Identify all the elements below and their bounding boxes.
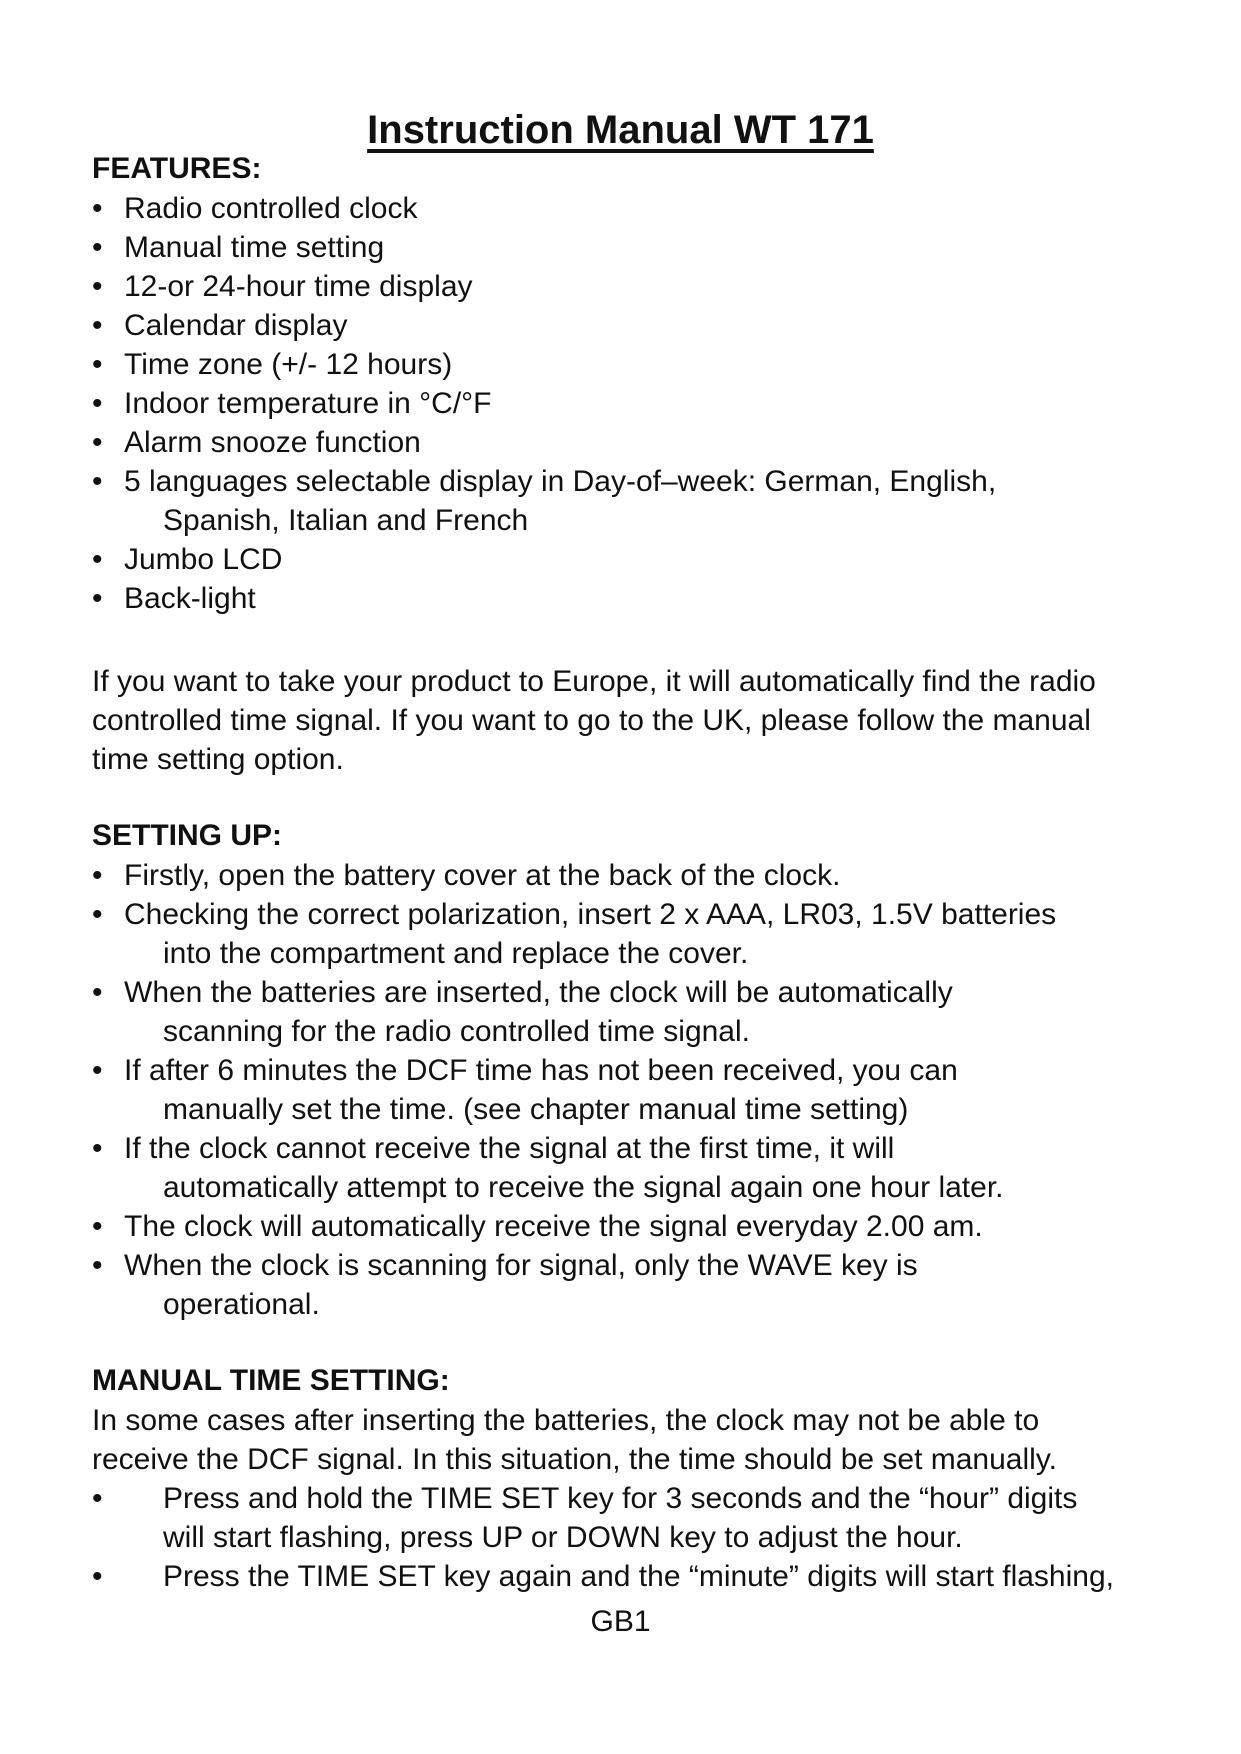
bullet-icon: • xyxy=(92,270,103,303)
bullet-icon: • xyxy=(92,348,103,381)
bullet-icon: • xyxy=(92,309,103,342)
bullet-icon: • xyxy=(92,1210,103,1243)
bullet-icon: • xyxy=(92,387,103,420)
list-item: • Back-light xyxy=(92,579,996,618)
intro-paragraph: If you want to take your product to Europe, it will automatically find the radio controlled time signal. If you want to go to the UK, please follow the manual time setting option. xyxy=(92,665,1096,776)
list-item: • Jumbo LCD xyxy=(92,540,996,579)
list-item: • Radio controlled clock xyxy=(92,189,996,228)
bullet-icon: • xyxy=(92,898,103,931)
page-number: GB1 xyxy=(590,1605,651,1638)
features-heading: FEATURES: xyxy=(92,152,262,185)
list-item: • Time zone (+/- 12 hours) xyxy=(92,345,996,384)
manual-time-heading: MANUAL TIME SETTING: xyxy=(92,1364,450,1397)
manual-time-intro: In some cases after inserting the batteries, the clock may not be able to receive the DCF signal. In this situation, the time should be set manually. xyxy=(92,1404,1057,1476)
bullet-icon: • xyxy=(92,582,103,615)
features-list xyxy=(92,189,996,618)
manual-time-list xyxy=(92,1479,1114,1596)
list-item: • 5 languages selectable display in Day-of–week: German, English, Spanish, Italian and French xyxy=(92,462,996,540)
list-item: • Press and hold the TIME SET key for 3 seconds and the “hour” digits will start flashing, press UP or DOWN key to adjust the hour. xyxy=(92,1479,1114,1557)
bullet-icon: • xyxy=(92,1054,103,1087)
setting-up-heading: SETTING UP: xyxy=(92,819,283,852)
bullet-icon: • xyxy=(92,1560,103,1593)
list-item: • Calendar display xyxy=(92,306,996,345)
bullet-icon: • xyxy=(92,231,103,264)
list-item: • If the clock cannot receive the signal at the first time, it will automatically attempt to receive the signal again one hour later. xyxy=(92,1129,1056,1207)
bullet-icon: • xyxy=(92,859,103,892)
list-item: • Indoor temperature in °C/°F xyxy=(92,384,996,423)
bullet-icon: • xyxy=(92,1482,103,1515)
list-item: • Manual time setting xyxy=(92,228,996,267)
setting-up-list xyxy=(92,856,1056,1324)
list-item: • When the batteries are inserted, the clock will be automatically scanning for the radio controlled time signal. xyxy=(92,973,1056,1051)
bullet-icon: • xyxy=(92,1249,103,1282)
list-item: • The clock will automatically receive the signal everyday 2.00 am. xyxy=(92,1207,1056,1246)
bullet-icon: • xyxy=(92,976,103,1009)
list-item: • When the clock is scanning for signal, only the WAVE key is operational. xyxy=(92,1246,1056,1324)
bullet-icon: • xyxy=(92,543,103,576)
list-item: • Firstly, open the battery cover at the back of the clock. xyxy=(92,856,1056,895)
bullet-icon: • xyxy=(92,192,103,225)
list-item: • Alarm snooze function xyxy=(92,423,996,462)
list-item: • 12-or 24-hour time display xyxy=(92,267,996,306)
bullet-icon: • xyxy=(92,426,103,459)
page-title-text: Instruction Manual WT 171 xyxy=(367,108,874,152)
list-item: • Checking the correct polarization, insert 2 x AAA, LR03, 1.5V batteries into the compartment and replace the cover. xyxy=(92,895,1056,973)
list-item: • If after 6 minutes the DCF time has not been received, you can manually set the time. (see chapter manual time setting) xyxy=(92,1051,1056,1129)
list-item: • Press the TIME SET key again and the “minute” digits will start flashing, xyxy=(92,1557,1114,1596)
page-title xyxy=(0,106,1241,154)
bullet-icon: • xyxy=(92,1132,103,1165)
bullet-icon: • xyxy=(92,465,103,498)
